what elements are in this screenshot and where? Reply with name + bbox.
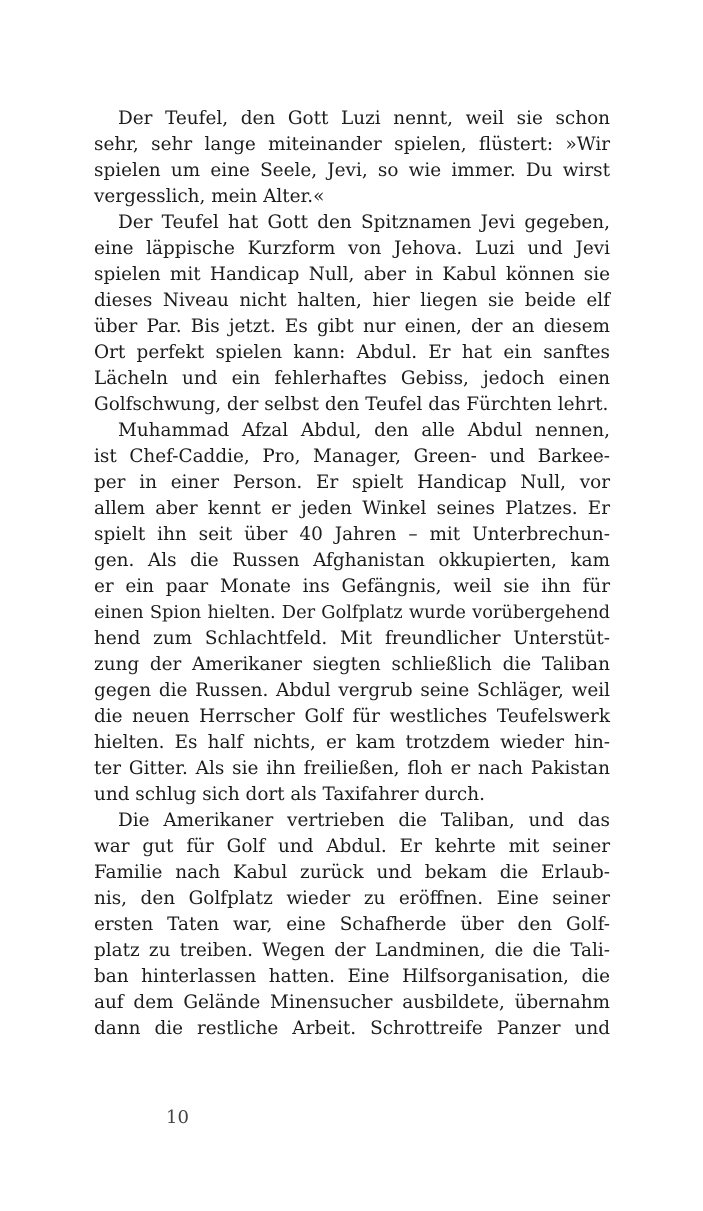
- text-line: Der Teufel, den Gott Luzi nennt, weil sie schon: [118, 108, 610, 129]
- text-line: auf dem Gelände Minensucher ausbildete, übernahm: [94, 992, 610, 1013]
- text-line: hielten. Es half nichts, er kam trotzdem wieder hin-: [94, 732, 610, 753]
- text-line: spielen mit Handicap Null, aber in Kabul können sie: [94, 264, 610, 285]
- text-line: Muhammad Afzal Abdul, den alle Abdul nennen,: [118, 420, 610, 441]
- text-line: zung der Amerikaner siegten schließlich die Taliban: [94, 654, 610, 675]
- text-line: die neuen Herrscher Golf für westliches Teufelswerk: [94, 706, 610, 727]
- text-line: vergesslich, mein Alter.«: [94, 186, 325, 207]
- body-text: [94, 106, 610, 1042]
- text-line: er ein paar Monate ins Gefängnis, weil sie ihn für: [94, 576, 610, 597]
- text-line: gen. Als die Russen Afghanistan okkupierten, kam: [94, 550, 610, 571]
- text-line: per in einer Person. Er spielt Handicap Null, vor: [94, 472, 610, 493]
- text-line: spielt ihn seit über 40 Jahren – mit Unterbrechun-: [94, 524, 610, 545]
- text-line: eine läppische Kurzform von Jehova. Luzi und Jevi: [94, 238, 610, 259]
- text-line: über Par. Bis jetzt. Es gibt nur einen, der an diesem: [94, 316, 610, 337]
- text-line: Lächeln und ein fehlerhaftes Gebiss, jedoch einen: [94, 368, 610, 389]
- text-line: ist Chef-Caddie, Pro, Manager, Green- und Barkee-: [94, 446, 610, 467]
- text-line: platz zu treiben. Wegen der Landminen, die die Tali-: [94, 940, 610, 961]
- text-line: ter Gitter. Als sie ihn freiließen, floh er nach Pakistan: [94, 758, 610, 779]
- text-line: Familie nach Kabul zurück und bekam die Erlaub-: [94, 862, 610, 883]
- text-line: allem aber kennt er jeden Winkel seines Platzes. Er: [94, 498, 610, 519]
- text-line: ersten Taten war, eine Schafherde über den Golf-: [94, 914, 610, 935]
- text-line: gegen die Russen. Abdul vergrub seine Schläger, weil: [94, 680, 610, 701]
- text-line: einen Spion hielten. Der Golfplatz wurde vorübergehend: [94, 602, 610, 623]
- text-line: sehr, sehr lange miteinander spielen, flüstert: »Wir: [94, 134, 610, 155]
- page-number: 10: [166, 1107, 189, 1128]
- text-line: Golfschwung, der selbst den Teufel das Fürchten lehrt.: [94, 394, 609, 415]
- text-line: nis, den Golfplatz wieder zu eröffnen. Eine seiner: [94, 888, 610, 909]
- text-line: Der Teufel hat Gott den Spitznamen Jevi gegeben,: [118, 212, 610, 233]
- text-line: spielen um eine Seele, Jevi, so wie immer. Du wirst: [94, 160, 610, 181]
- text-line: Ort perfekt spielen kann: Abdul. Er hat ein sanftes: [94, 342, 610, 363]
- text-line: dieses Niveau nicht halten, hier liegen sie beide elf: [94, 290, 610, 311]
- text-line: Die Amerikaner vertrieben die Taliban, und das: [118, 810, 610, 831]
- text-line: dann die restliche Arbeit. Schrottreife Panzer und: [94, 1018, 610, 1039]
- text-line: und schlug sich dort als Taxifahrer durch.: [94, 784, 485, 805]
- text-line: ban hinterlassen hatten. Eine Hilfsorganisation, die: [94, 966, 610, 987]
- text-line: hend zum Schlachtfeld. Mit freundlicher Unterstüt-: [94, 628, 610, 649]
- text-line: war gut für Golf und Abdul. Er kehrte mit seiner: [94, 836, 610, 857]
